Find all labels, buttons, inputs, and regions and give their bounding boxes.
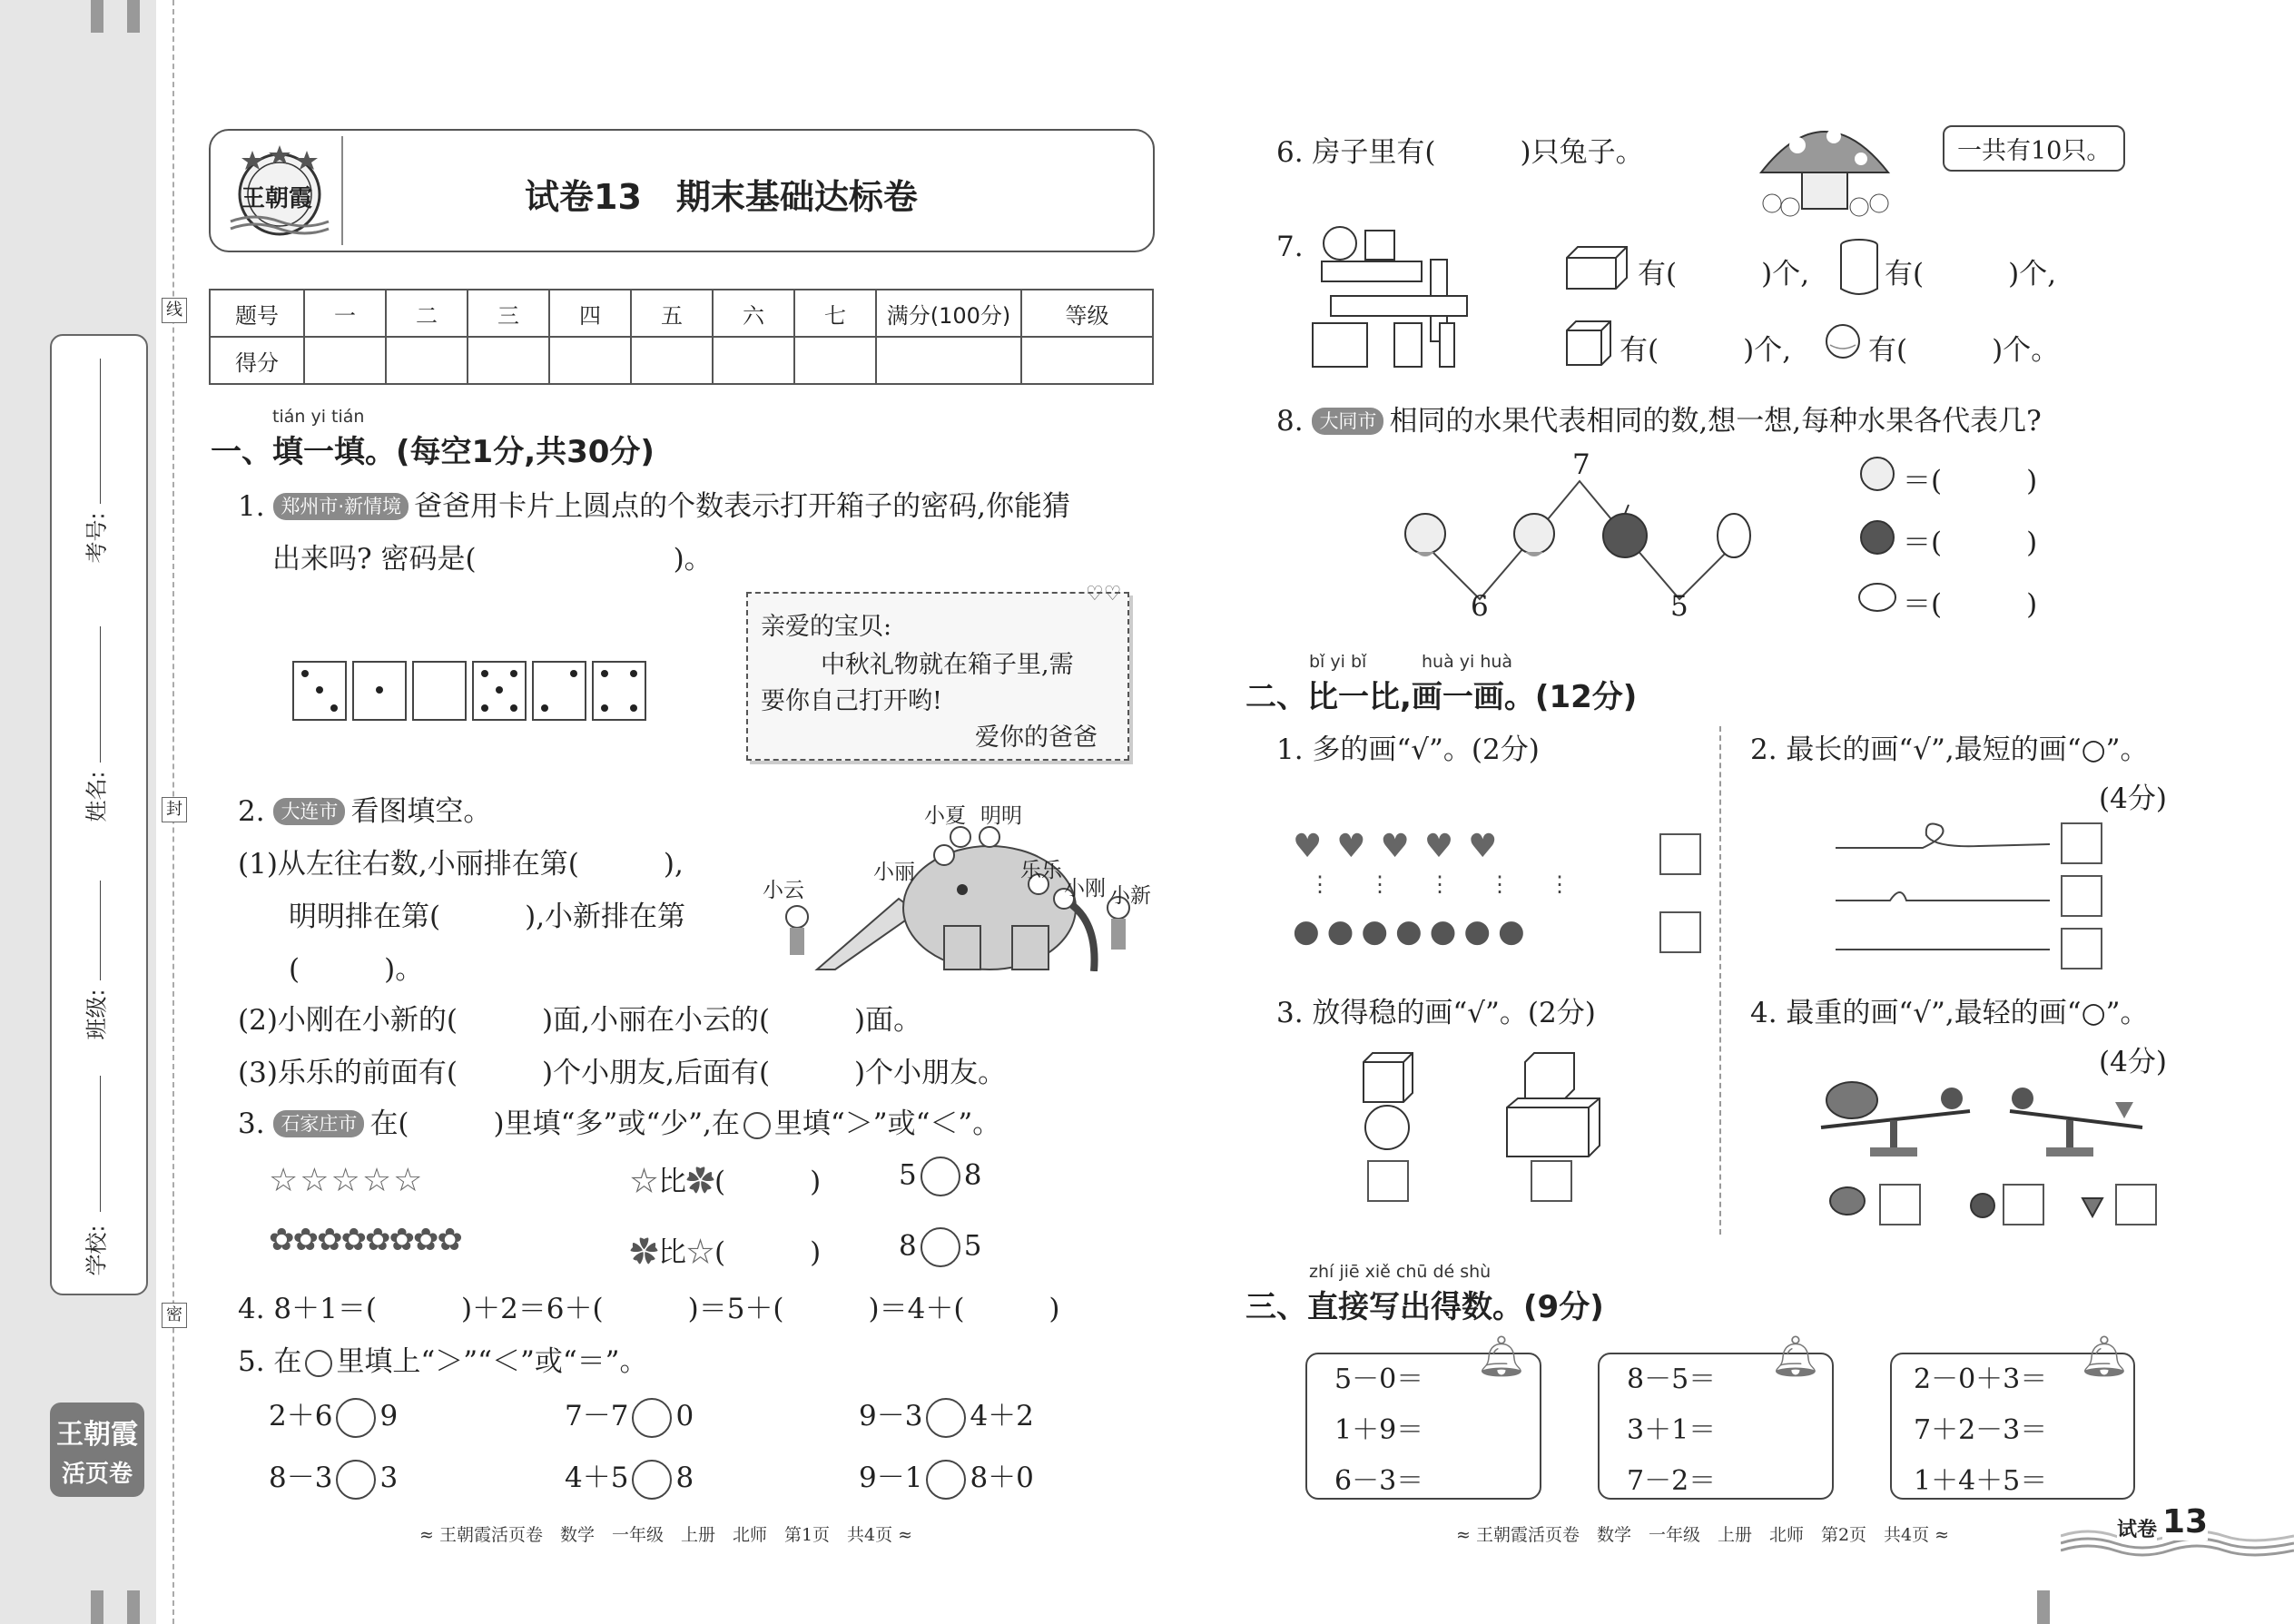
note-line3: 要你自己打开哟! (761, 687, 942, 715)
brand-line1: 王朝霞 (56, 1419, 138, 1451)
binding-bar-top-2 (127, 0, 140, 33)
binding-mark-seal: 封 (162, 797, 187, 822)
q3-row1-b: 8 (963, 1158, 982, 1192)
q5-text: 5. 在 (238, 1345, 302, 1378)
q5-expr-right: 8 (675, 1462, 694, 1494)
score-table (209, 289, 1154, 385)
q8-answer-peach[interactable]: ＝( ) (1903, 465, 2038, 497)
sec2-p2: 2. 最长的画“√”,最短的画“○”。 (1750, 733, 2149, 766)
q7-cube-blank[interactable]: 有( )个, (1620, 334, 1792, 367)
class-line (100, 881, 101, 980)
q2-p3[interactable]: (3)乐乐的前面有( )个小朋友,后面有( )个小朋友。 (238, 1057, 1007, 1089)
heart-icon: ♡♡ (1086, 583, 1122, 605)
q6-speech-bubble: 一共有10只。 (1943, 125, 2125, 172)
q5-item-3[interactable] (859, 1393, 1034, 1438)
note-card (746, 592, 1129, 761)
q8-top-number: 7 (1572, 448, 1590, 481)
pumpkin-row: ●●●●●●● (1293, 913, 1532, 950)
answer-box-strawberry[interactable] (1659, 833, 1701, 875)
q3-text2: 里填“＞”或“＜”。 (773, 1107, 1001, 1140)
compare-circle[interactable] (336, 1460, 376, 1500)
name-label: 姓名: (84, 771, 110, 822)
compare-circle[interactable] (926, 1398, 966, 1438)
badge-label: 试卷 (2117, 1514, 2157, 1542)
school-field[interactable] (84, 1076, 114, 1284)
dice-card-3 (292, 661, 347, 721)
calc-item[interactable]: 7＋2－3＝ (1914, 1414, 2048, 1446)
answer-box-watermelon[interactable] (1879, 1184, 1921, 1225)
score-cell-header-5: 五 (631, 290, 713, 337)
score-cell-header-6: 六 (713, 290, 794, 337)
score-cell[interactable] (713, 337, 794, 384)
note-line4: 爱你的爸爸 (975, 723, 1098, 752)
score-cell[interactable] (468, 337, 549, 384)
q3-row1-compare[interactable] (630, 1158, 821, 1199)
calc-item[interactable]: 7－2＝ (1627, 1465, 1717, 1497)
bell-icon: 🔔︎ (1770, 1334, 1821, 1380)
answer-box-strawberry-small[interactable] (2115, 1184, 2157, 1225)
answer-box-stack-1[interactable] (1367, 1160, 1409, 1202)
footer-left: ≈ 王朝霞活页卷 数学 一年级 上册 北师 第1页 共4页 ≈ (419, 1525, 913, 1545)
q8-bottom-right: 5 (1670, 590, 1689, 623)
cylinder-icon (1839, 238, 1879, 300)
child-label-mingming: 明明 (980, 804, 1022, 828)
sec2-p2-score: (4分) (2099, 782, 2167, 815)
sec2-p3: 3. 放得稳的画“√”。(2分) (1276, 997, 1596, 1029)
class-label: 班级: (84, 989, 110, 1040)
note-line1: 亲爱的宝贝: (761, 613, 892, 641)
q2-p1c[interactable]: ( )。 (289, 953, 424, 986)
watermelon-icon (1828, 1186, 1866, 1220)
flower-icon: ✿ (630, 1236, 658, 1269)
stars-row: ☆☆☆☆☆ (269, 1162, 425, 1199)
calc-item[interactable]: 3＋1＝ (1627, 1414, 1717, 1446)
sec2-p4: 4. 最重的画“√”,最轻的画“○”。 (1750, 997, 2149, 1029)
score-cell[interactable] (304, 337, 386, 384)
calc-item[interactable]: 1＋4＋5＝ (1914, 1465, 2048, 1497)
q5-expr-right: 3 (379, 1462, 399, 1494)
exam-number-line (100, 359, 101, 504)
mushroom-house-illustration (1752, 109, 1897, 227)
binding-mark-line: 线 (162, 298, 187, 323)
q3-row2-numbers[interactable] (899, 1227, 981, 1267)
flowers-row: ✿✿✿✿✿✿✿✿ (269, 1222, 461, 1258)
q3-row2-mid: 比 (658, 1236, 686, 1269)
child-label-lele: 乐乐 (1020, 859, 1062, 882)
bell-icon: 🔔︎ (2079, 1334, 2130, 1380)
q8-bottom-left: 6 (1471, 590, 1489, 623)
compare-circle[interactable] (632, 1460, 672, 1500)
q5-expr-left: 9－1 (859, 1462, 923, 1494)
dice-card-0 (412, 661, 467, 721)
header-divider (341, 136, 343, 245)
logo-seal (227, 143, 327, 234)
bell-icon: 🔔︎ (1476, 1334, 1527, 1380)
score-cell-header-1: 一 (304, 290, 386, 337)
strawberry-row: ♥♥♥♥♥ (1293, 828, 1512, 865)
strawberry-icon (2079, 1191, 2106, 1222)
circle-icon (305, 1350, 332, 1377)
q5-item-5[interactable] (565, 1454, 694, 1500)
score-cell-header-0: 题号 (210, 290, 304, 337)
q5-expr-right: 4＋2 (970, 1400, 1034, 1432)
score-cell-header-4: 四 (549, 290, 631, 337)
q5-expr-right: 8＋0 (970, 1462, 1034, 1494)
apple-icon (1968, 1189, 1997, 1222)
circle-icon (743, 1112, 771, 1139)
score-table-score-row (210, 337, 1153, 384)
q3-row1-numbers[interactable] (899, 1156, 981, 1196)
name-line (100, 626, 101, 763)
q1-text: 爸爸用卡片上圆点的个数表示打开箱子的密码,你能猜 (414, 490, 1070, 523)
score-cell-header-2: 二 (386, 290, 468, 337)
name-field[interactable] (84, 626, 114, 853)
q3-number: 3. (238, 1107, 265, 1140)
score-cell[interactable] (386, 337, 468, 384)
compare-circle[interactable] (921, 1227, 960, 1267)
q5-expr-left: 8－3 (269, 1462, 333, 1494)
school-label: 学校: (84, 1225, 110, 1276)
note-line2: 中秋礼物就在箱子里,需 (821, 651, 1074, 679)
q3-row2-blank: ( ) (714, 1236, 822, 1269)
sec2-divider (1719, 726, 1721, 1235)
dotted-lines: ⋮⋮⋮⋮⋮ (1309, 871, 1609, 897)
q6-text[interactable]: 6. 房子里有( )只兔子。 (1276, 136, 1644, 169)
answer-box-stack-2[interactable] (1531, 1160, 1572, 1202)
lemon-icon (1857, 577, 1897, 621)
score-row-label: 得分 (210, 337, 304, 384)
compare-circle[interactable] (926, 1460, 966, 1500)
right-edge-bar (2037, 1590, 2050, 1624)
q8-answer-apple[interactable]: ＝( ) (1903, 527, 2038, 559)
exam-number-label: 考号: (84, 512, 110, 564)
sec1-title: 一、填一填。(每空1分,共30分) (211, 434, 655, 470)
balance-scales (1816, 1075, 2151, 1166)
rope-lines (1834, 817, 2052, 962)
answer-box-rope-1[interactable] (2061, 822, 2102, 864)
stacked-shapes (1362, 1051, 1616, 1160)
q5-expr-right: 9 (379, 1400, 399, 1432)
score-cell-header-7: 七 (794, 290, 876, 337)
score-cell-header-9: 等级 (1021, 290, 1153, 337)
score-cell[interactable] (1021, 337, 1153, 384)
score-cell-header-3: 三 (468, 290, 549, 337)
sec3-pinyin: zhí jiē xiě chū dé shù (1309, 1262, 1492, 1282)
q3-row2-compare[interactable] (630, 1229, 821, 1270)
calc-item[interactable]: 5－0＝ (1334, 1363, 1424, 1395)
answer-box-apple[interactable] (2003, 1184, 2044, 1225)
q5-item-4[interactable] (269, 1454, 398, 1500)
compare-circle[interactable] (921, 1156, 960, 1196)
peach-icon (1514, 514, 1554, 556)
q2-p1b[interactable]: 明明排在第( ),小新排在第 (289, 901, 686, 933)
dice-card-4 (592, 661, 646, 721)
q5-expr-left: 4＋5 (565, 1462, 629, 1494)
lemon-icon (1718, 514, 1750, 557)
compare-circle[interactable] (336, 1398, 376, 1438)
q5-item-2[interactable] (565, 1393, 694, 1438)
q3-row1-a: 5 (899, 1158, 917, 1192)
score-cell-header-8: 满分(100分) (876, 290, 1021, 337)
badge-number: 13 (2162, 1503, 2209, 1540)
class-field[interactable] (84, 881, 114, 1080)
child-label-xiaogang: 小刚 (1064, 877, 1106, 901)
school-line (100, 1076, 101, 1212)
sec2-pinyin-2: huà yi huà (1422, 652, 1513, 672)
answer-box-rope-3[interactable] (2061, 928, 2102, 969)
binding-bar-bottom-1 (91, 1590, 103, 1624)
score-table-header-row (210, 290, 1153, 337)
sec2-p1: 1. 多的画“√”。(2分) (1276, 733, 1540, 766)
answer-box-rope-2[interactable] (2061, 875, 2102, 917)
apple-icon (1603, 505, 1647, 557)
q7-cuboid-blank[interactable]: 有( )个, (1638, 258, 1810, 290)
binding-bar-top-1 (91, 0, 103, 33)
sec1-pinyin: tián yi tián (272, 407, 365, 427)
q3-row1-mid: 比 (658, 1166, 686, 1198)
q3-row2-a: 8 (899, 1229, 917, 1263)
footer-right: ≈ 王朝霞活页卷 数学 一年级 上册 北师 第2页 共4页 ≈ (1456, 1525, 1950, 1545)
cube-icon (1565, 320, 1612, 370)
brand-badge (50, 1403, 144, 1497)
q2-line (238, 788, 491, 829)
binding-bar-bottom-2 (127, 1590, 140, 1624)
q1-region-tag: 郑州市·新情境 (273, 493, 409, 520)
q8-text: 相同的水果代表相同的数,想一想,每种水果各代表几? (1389, 405, 2042, 438)
child-label-xiaoli: 小丽 (873, 861, 915, 884)
q5-expr-left: 2＋6 (269, 1400, 333, 1432)
q4-equation[interactable]: 4. 8＋1＝( )＋2＝6＋( )＝5＋( )＝4＋( ) (238, 1293, 1060, 1325)
q5-item-1[interactable] (269, 1393, 398, 1438)
answer-box-pumpkin[interactable] (1659, 911, 1701, 953)
q2-lead: 看图填空。 (350, 795, 492, 828)
page-badge (2061, 1503, 2294, 1558)
q1-line2[interactable]: 出来吗? 密码是( )。 (272, 543, 713, 576)
blocks-illustration (1304, 223, 1476, 378)
score-cell[interactable] (549, 337, 631, 384)
score-cell[interactable] (876, 337, 1021, 384)
sec2-title: 二、比一比,画一画。(12分) (1245, 679, 1638, 715)
q3-row1-blank: ( ) (714, 1166, 822, 1198)
q2-region-tag: 大连市 (273, 798, 345, 825)
sphere-icon (1825, 323, 1861, 363)
q3-row2-b: 5 (963, 1229, 982, 1263)
sec2-pinyin-1: bǐ yi bǐ (1309, 652, 1367, 672)
star-icon: ☆ (686, 1236, 714, 1269)
q7-cylinder-blank[interactable]: 有( )个, (1885, 258, 2057, 290)
calc-item[interactable]: 2－0＋3＝ (1914, 1363, 2048, 1395)
binding-mark-secret: 密 (162, 1303, 187, 1328)
q5-item-6[interactable] (859, 1454, 1034, 1500)
q3-region-tag: 石家庄市 (273, 1110, 364, 1137)
q7-number: 7. (1276, 231, 1304, 263)
q5-expr-left: 7－7 (565, 1400, 629, 1432)
page-title: 试卷13 期末基础达标卷 (525, 177, 918, 217)
peach-icon (1857, 454, 1897, 497)
calc-item[interactable]: 6－3＝ (1334, 1465, 1424, 1497)
q7-sphere-blank[interactable]: 有( )个。 (1868, 334, 2060, 367)
score-cell[interactable] (631, 337, 713, 384)
child-label-xiaxia: 小夏 (924, 804, 966, 828)
sec2-p4-score: (4分) (2099, 1046, 2167, 1078)
logo-text: 王朝霞 (241, 185, 313, 212)
apple-icon (1857, 516, 1897, 559)
q3-text: 在( )里填“多”或“少”,在 (369, 1107, 740, 1140)
peach-icon (1405, 514, 1445, 556)
sec3-title: 三、直接写出得数。(9分) (1245, 1289, 1604, 1325)
q8-region-tag: 大同市 (1312, 408, 1383, 435)
q8-line (1276, 398, 2042, 438)
q5-expr-left: 9－3 (859, 1400, 923, 1432)
q2-p2[interactable]: (2)小刚在小新的( )面,小丽在小云的( )面。 (238, 1004, 922, 1037)
q1-line1 (238, 483, 1070, 524)
q5-expr-right: 0 (675, 1400, 694, 1432)
q3-line (238, 1100, 1000, 1141)
calc-item[interactable]: 8－5＝ (1627, 1363, 1717, 1395)
q5-line (238, 1338, 648, 1379)
q2-p1a[interactable]: (1)从左往右数,小丽排在第( ), (238, 848, 684, 881)
flower-icon: ✿ (686, 1166, 714, 1198)
q5-text2: 里填上“＞”“＜”或“＝”。 (336, 1345, 648, 1378)
score-cell[interactable] (794, 337, 876, 384)
dice-card-2 (532, 661, 586, 721)
q8-answer-lemon[interactable]: ＝( ) (1903, 588, 2038, 621)
q8-number: 8. (1276, 405, 1304, 438)
child-label-xiaoxin: 小新 (1109, 884, 1151, 908)
brand-line2: 活页卷 (61, 1461, 133, 1488)
child-label-xiaoyun: 小云 (763, 879, 804, 902)
cuboid-icon (1565, 245, 1629, 294)
calc-item[interactable]: 1＋9＝ (1334, 1414, 1424, 1446)
exam-number-field[interactable] (84, 359, 114, 595)
dice-card-5 (472, 661, 527, 721)
compare-circle[interactable] (632, 1398, 672, 1438)
star-icon: ☆ (630, 1166, 658, 1198)
q1-number: 1. (238, 490, 265, 523)
q2-number: 2. (238, 795, 265, 828)
dice-card-1 (352, 661, 407, 721)
